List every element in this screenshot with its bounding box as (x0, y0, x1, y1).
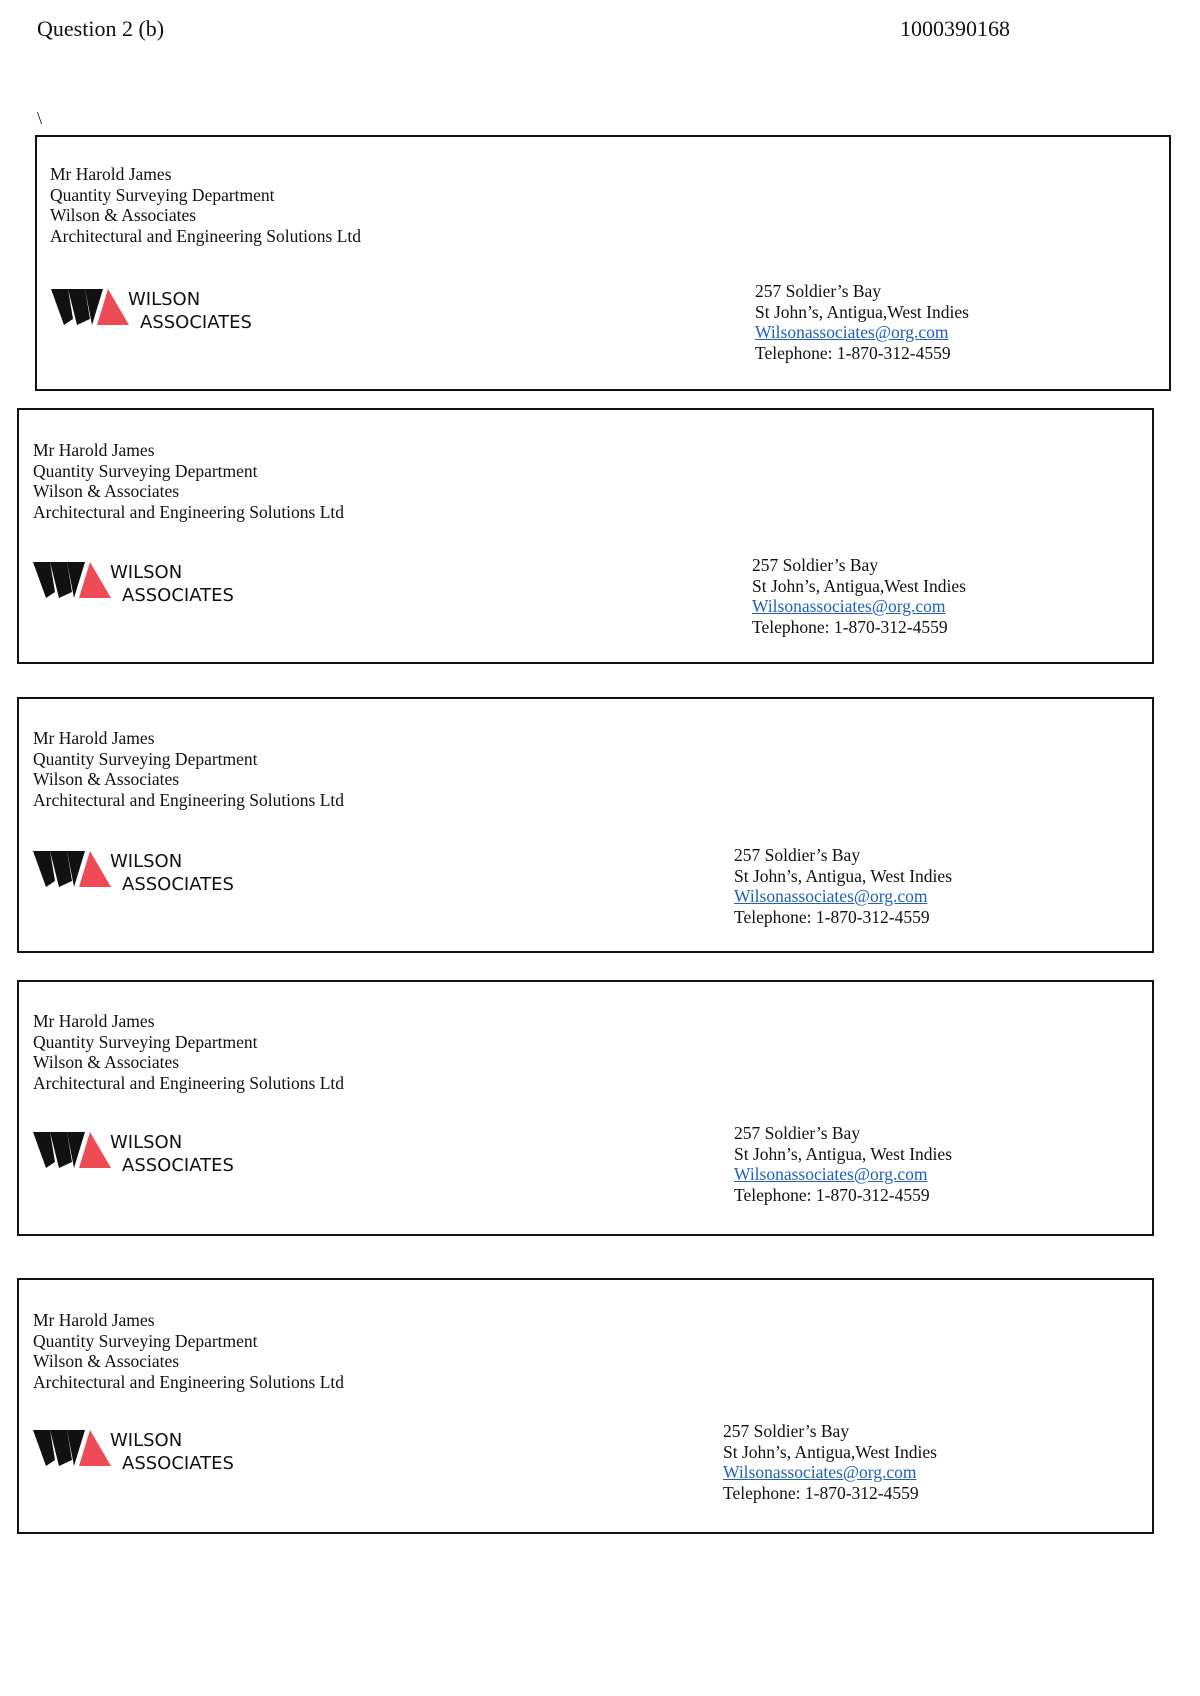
wilson-associates-logo-mark (33, 1428, 238, 1478)
contact-phone: Telephone: 1-870-312-4559 (734, 1184, 930, 1205)
wilson-associates-logo (51, 287, 256, 337)
wilson-associates-logo-mark (33, 560, 238, 610)
contact-street: 257 Soldier’s Bay (723, 1421, 850, 1441)
addressee-company-division: Architectural and Engineering Solutions Ltd (33, 1371, 345, 1392)
contact-street: 257 Soldier’s Bay (755, 281, 882, 301)
addressee-company: Wilson & Associates (33, 769, 180, 789)
logo-red-triangle (97, 289, 129, 325)
address-label-card (17, 1278, 1154, 1534)
address-label-card (17, 980, 1154, 1236)
contact-block (752, 555, 966, 637)
contact-city: St John’s, Antigua, West Indies (734, 1143, 952, 1164)
addressee-company: Wilson & Associates (33, 481, 180, 501)
contact-email-link[interactable]: Wilsonassociates@org.com (723, 1462, 917, 1482)
page-header (37, 16, 1200, 48)
wilson-associates-logo-mark (33, 849, 238, 899)
contact-phone: Telephone: 1-870-312-4559 (752, 616, 948, 637)
contact-email-link[interactable]: Wilsonassociates@org.com (752, 596, 946, 616)
wilson-associates-logo (33, 1428, 238, 1478)
contact-email-link[interactable]: Wilsonassociates@org.com (734, 1164, 928, 1184)
wilson-associates-logo (33, 560, 238, 610)
contact-phone: Telephone: 1-870-312-4559 (755, 342, 951, 363)
addressee-department: Quantity Surveying Department (33, 748, 258, 769)
addressee-company-division: Architectural and Engineering Solutions Ltd (33, 789, 345, 810)
logo-text-line1: WILSON (110, 1132, 183, 1153)
logo-text-line2: ASSOCIATES (122, 585, 234, 606)
addressee-department: Quantity Surveying Department (33, 1031, 258, 1052)
logo-red-triangle (79, 1430, 111, 1466)
addressee-name: Mr Harold James (50, 164, 172, 184)
addressee-block (33, 1011, 344, 1093)
address-label-card (35, 135, 1171, 391)
addressee-block (33, 728, 344, 810)
wilson-associates-logo (33, 1130, 238, 1180)
addressee-company: Wilson & Associates (33, 1351, 180, 1371)
logo-text-line2: ASSOCIATES (122, 1453, 234, 1474)
contact-block (734, 1123, 952, 1205)
logo-text-line1: WILSON (128, 289, 201, 310)
logo-text-line1: WILSON (110, 851, 183, 872)
logo-red-triangle (79, 851, 111, 887)
question-label: Question 2 (b) (37, 16, 165, 41)
logo-red-triangle (79, 1132, 111, 1168)
stray-backslash-mark: \ (37, 108, 43, 128)
addressee-department: Quantity Surveying Department (50, 184, 275, 205)
contact-block (723, 1421, 937, 1503)
logo-text-line2: ASSOCIATES (122, 1155, 234, 1176)
addressee-name: Mr Harold James (33, 1310, 155, 1330)
wilson-associates-logo-mark (33, 1130, 238, 1180)
addressee-company-division: Architectural and Engineering Solutions Ltd (50, 225, 362, 246)
contact-city: St John’s, Antigua, West Indies (734, 865, 952, 886)
contact-block (755, 281, 969, 363)
contact-phone: Telephone: 1-870-312-4559 (723, 1482, 919, 1503)
addressee-department: Quantity Surveying Department (33, 460, 258, 481)
addressee-company-division: Architectural and Engineering Solutions Ltd (33, 1072, 345, 1093)
addressee-name: Mr Harold James (33, 1011, 155, 1031)
logo-text-line1: WILSON (110, 562, 183, 583)
address-label-card (17, 408, 1154, 664)
wilson-associates-logo-mark (51, 287, 256, 337)
addressee-name: Mr Harold James (33, 440, 155, 460)
contact-city: St John’s, Antigua,West Indies (723, 1441, 937, 1462)
contact-city: St John’s, Antigua,West Indies (755, 301, 969, 322)
contact-phone: Telephone: 1-870-312-4559 (734, 906, 930, 927)
logo-text-line1: WILSON (110, 1430, 183, 1451)
logo-text-line2: ASSOCIATES (122, 874, 234, 895)
student-id: 1000390168 (900, 16, 1010, 41)
addressee-block (33, 1310, 344, 1392)
logo-red-triangle (79, 562, 111, 598)
addressee-block (33, 440, 344, 522)
wilson-associates-logo (33, 849, 238, 899)
contact-street: 257 Soldier’s Bay (734, 845, 861, 865)
addressee-name: Mr Harold James (33, 728, 155, 748)
addressee-company: Wilson & Associates (33, 1052, 180, 1072)
addressee-department: Quantity Surveying Department (33, 1330, 258, 1351)
addressee-company: Wilson & Associates (50, 205, 197, 225)
address-label-card (17, 697, 1154, 953)
contact-street: 257 Soldier’s Bay (752, 555, 879, 575)
contact-city: St John’s, Antigua,West Indies (752, 575, 966, 596)
contact-email-link[interactable]: Wilsonassociates@org.com (755, 322, 949, 342)
contact-email-link[interactable]: Wilsonassociates@org.com (734, 886, 928, 906)
addressee-company-division: Architectural and Engineering Solutions Ltd (33, 501, 345, 522)
addressee-block (50, 164, 361, 246)
contact-block (734, 845, 952, 927)
logo-text-line2: ASSOCIATES (140, 312, 252, 333)
contact-street: 257 Soldier’s Bay (734, 1123, 861, 1143)
